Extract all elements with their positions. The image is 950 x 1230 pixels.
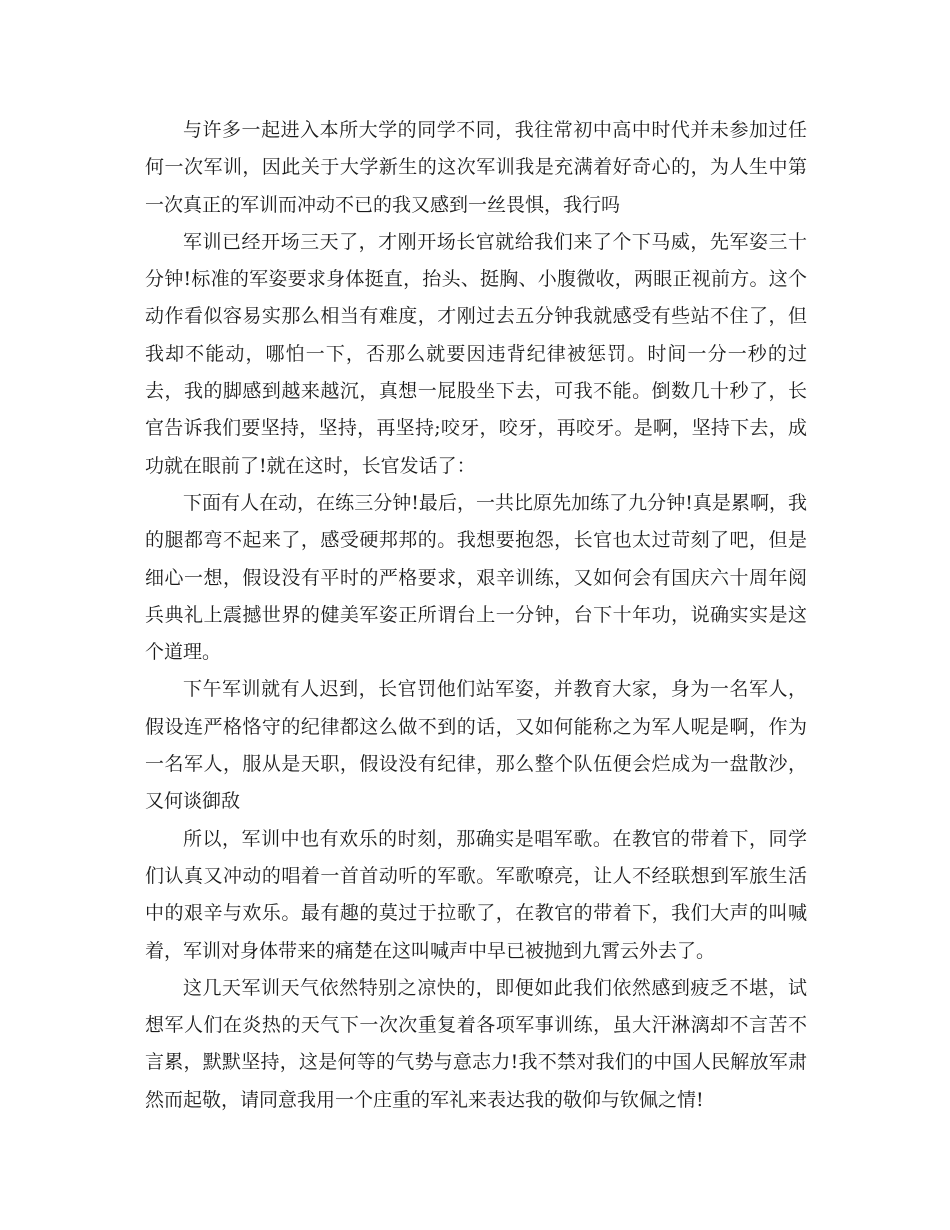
paragraph-3: 下面有人在动，在练三分钟!最后，一共比原先加练了九分钟!真是累啊，我的腿都弯不起来了，感受硬邦邦的。我想要抱怨，长官也太过苛刻了吧，但是细心一想，假设没有平时的严格要求，艰辛训练，又如何会有国庆六十周年阅兵典礼上震撼世界的健美军姿正所谓台上一分钟，台下十年功，说确实实是这个道理。 [145,491,807,664]
paragraph-4: 下午军训就有人迟到，长官罚他们站军姿，并教育大家，身为一名军人，假设连严格恪守的纪律都这么做不到的话，又如何能称之为军人呢是啊，作为一名军人，服从是天职，假设没有纪律，那么整个队伍便会烂成为一盘散沙，又何谈御敌 [145,678,807,813]
paragraph-5: 所以，军训中也有欢乐的时刻，那确实是唱军歌。在教官的带着下，同学们认真又冲动的唱着一首首动听的军歌。军歌嘹亮，让人不经联想到军旅生活中的艰辛与欢乐。最有趣的莫过于拉歌了，在教官的带着下，我们大声的叫喊着，军训对身体带来的痛楚在这叫喊声中早已被抛到九霄云外去了。 [145,827,807,962]
document-body [145,112,807,1119]
paragraph-1: 与许多一起进入本所大学的同学不同，我往常初中高中时代并未参加过任何一次军训，因此关于大学新生的这次军训我是充满着好奇心的，为人生中第一次真正的军训而冲动不已的我又感到一丝畏惧，我行吗 [145,119,807,216]
paragraph-2: 军训已经开场三天了，才刚开场长官就给我们来了个下马威，先军姿三十分钟!标准的军姿要求身体挺直，抬头、挺胸、小腹微收，两眼正视前方。这个动作看似容易实那么相当有难度，才刚过去五分钟我就感受有些站不住了，但我却不能动，哪怕一下，否那么就要因违背纪律被惩罚。时间一分一秒的过去，我的脚感到越来越沉，真想一屁股坐下去，可我不能。倒数几十秒了，长官告诉我们要坚持，坚持，再坚持;咬牙，咬牙，再咬牙。是啊，坚持下去，成功就在眼前了!就在这时，长官发话了： [145,230,807,477]
paragraph-6: 这几天军训天气依然特别之凉快的，即便如此我们依然感到疲乏不堪，试想军人们在炎热的天气下一次次重复着各项军事训练，虽大汗淋漓却不言苦不言累，默默坚持，这是何等的气势与意志力!我不禁对我们的中国人民解放军肃然而起敬，请同意我用一个庄重的军礼来表达我的敬仰与钦佩之情! [145,976,807,1111]
